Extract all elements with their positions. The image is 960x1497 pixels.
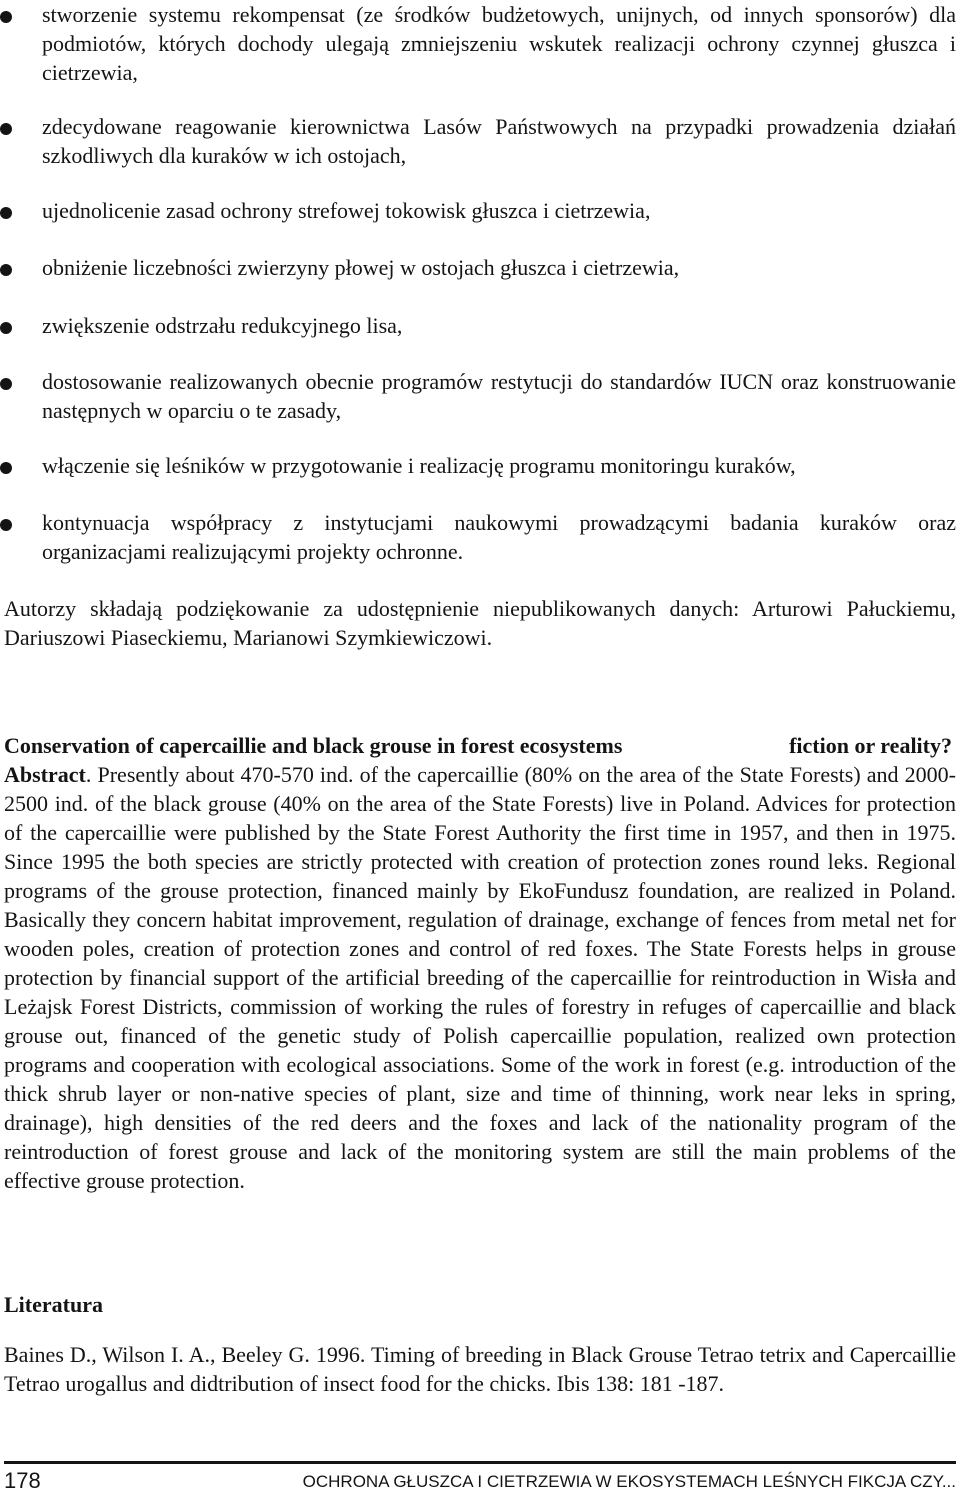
bullet-icon — [0, 322, 12, 334]
abstract-text: . Presently about 470-570 ind. of the capercaillie (80% on the area of the State Forests) and 2000-2500 ind. of the black grouse (40% on the area of the State Forests) live in Poland. Advices for protection of the capercaillie were published by the State Forest Authority the first time in 1957, and then in 1975. Since 1995 the both species are strictly protected with creation of protection zones round leks. Regional programs of the grouse protection, financed mainly by EkoFundusz foundation, are realized in Poland. Basically they concern habitat improvement, regulation of drainage, exchange of fences from metal net for wooden poles, creation of protection zones and control of red foxes. The State Forests helps in grouse protection by financial support of the artificial breeding of the capercaillie for reintroduction in Wisła and Leżajsk Forest Districts, commission of working the rules of forestry in refuges of capercaillie and black grouse out, financed of the genetic study of Polish capercaillie population, realized own protection programs and cooperation with ecological associations. Some of the work in forest (e.g. introduction of the thick shrub layer or non-native species of plant, size and time of thinning, work near leks in spring, drainage), high densities of the red deers and the foxes and lack of the nationality program of the reintroduction of forest grouse and lack of the monitoring system are still the main problems of the effective grouse protection. — [4, 762, 956, 1193]
bullet-icon — [0, 462, 12, 474]
list-item-text: stworzenie systemu rekompensat (ze środków budżetowych, unijnych, od innych sponsorów) dla podmiotów, których dochody ulegają zmniejszeniu wskutek realizacji ochrony czynnej głuszca i cietrzewia, — [42, 2, 956, 85]
bullet-icon — [0, 11, 12, 23]
bullet-icon — [0, 123, 12, 135]
bullet-icon — [0, 378, 12, 390]
abstract-title-main: Conservation of capercaillie and black grouse in forest ecosystems — [4, 733, 623, 758]
abstract-title-question: fiction or reality? — [789, 733, 952, 758]
bullet-icon — [0, 519, 12, 531]
running-title: OCHRONA GŁUSZCA I CIETRZEWIA W EKOSYSTEMACH LEŚNYCH FIKCJA CZY... — [302, 1472, 956, 1491]
acknowledgement-paragraph: Autorzy składają podziękowanie za udostępnienie niepublikowanych danych: Arturowi Pałuckiemu, Dariuszowi Piaseckiemu, Marianowi Szymkiewiczowi. — [4, 596, 956, 650]
literature-heading: Literatura — [4, 1292, 103, 1317]
list-item-text: ujednolicenie zasad ochrony strefowej tokowisk głuszca i cietrzewia, — [42, 198, 651, 223]
literature-entry: Baines D., Wilson I. A., Beeley G. 1996. Timing of breeding in Black Grouse Tetrao tetrix and Capercaillie Tetrao urogallus and didtribution of insect food for the chicks. Ibis 138: 181 -187. — [4, 1342, 956, 1396]
footer-divider — [4, 1461, 956, 1464]
list-item-text: obniżenie liczebności zwierzyny płowej w ostojach głuszca i cietrzewia, — [42, 255, 680, 280]
page-number: 178 — [4, 1468, 41, 1493]
bullet-icon — [0, 264, 12, 276]
list-item-text: zwiększenie odstrzału redukcyjnego lisa, — [42, 313, 403, 338]
bullet-icon — [0, 207, 12, 219]
list-item-text: dostosowanie realizowanych obecnie programów restytucji do standardów IUCN oraz konstruowanie następnych w oparciu o te zasady, — [42, 369, 956, 423]
list-item-text: włączenie się leśników w przygotowanie i realizację programu monitoringu kuraków, — [42, 453, 796, 478]
abstract-label: Abstract — [4, 762, 86, 787]
list-item-text: zdecydowane reagowanie kierownictwa Lasów Państwowych na przypadki prowadzenia działań szkodliwych dla kuraków w ich ostojach, — [42, 114, 956, 168]
abstract-paragraph — [4, 760, 956, 1195]
list-item-text: kontynuacja współpracy z instytucjami naukowymi prowadzącymi badania kuraków oraz organizacjami realizującymi projekty ochronne. — [42, 510, 956, 564]
